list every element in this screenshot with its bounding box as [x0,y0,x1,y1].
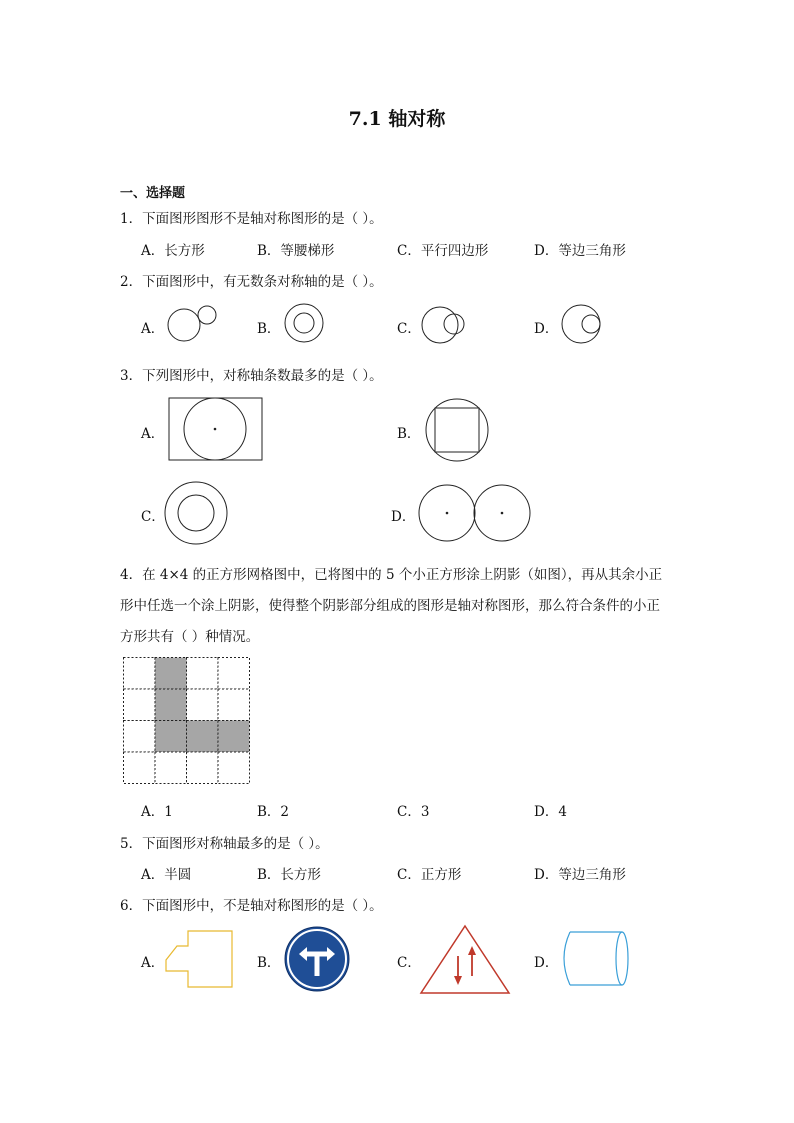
q4-option-d[interactable]: D．4 [534,804,567,820]
section-heading: 一、选择题 [120,186,186,201]
q4-option-a[interactable]: A．1 [141,804,173,820]
q5-option-b[interactable]: B．长方形 [257,867,321,883]
q6-c-warning-triangle-figure [421,926,509,993]
q2-option-c-label[interactable]: C． [397,321,421,337]
question-1-text: 1．下面图形图形不是轴对称图形的是（ ）。 [120,211,383,227]
question-3-text: 3．下列图形中，对称轴条数最多的是（ ）。 [120,368,383,384]
page-title: 7.1 轴对称 [348,108,446,130]
q6-option-c-label[interactable]: C． [397,955,421,971]
q4-option-b[interactable]: B．2 [257,804,290,820]
q6-option-a-label[interactable]: A． [141,955,165,971]
question-4-line-1: 4．在 4×4 的正方形网格图中，已将图中的 5 个小正方形涂上阴影（如图），再从其余小正 [120,567,663,583]
q4-option-c[interactable]: C．3 [397,804,430,820]
q6-option-d-label[interactable]: D． [534,955,559,971]
question-4-line-2: 形中任选一个涂上阴影，使得整个阴影部分组成的图形是轴对称图形，那么符合条件的小正 [120,598,660,614]
q1-option-b[interactable]: B．等腰梯形 [257,243,335,259]
q1-option-c[interactable]: C．平行四边形 [397,243,489,259]
question-4-line-3: 方形共有（ ）种情况。 [120,629,260,645]
q5-option-c[interactable]: C．正方形 [397,867,462,883]
q6-a-arrow-shape-figure [166,931,232,987]
question-2-text: 2．下面图形中，有无数条对称轴的是（ ）。 [120,274,383,290]
q3-option-d-label[interactable]: D． [391,509,416,525]
q5-option-d[interactable]: D．等边三角形 [534,867,626,883]
question-6-text: 6．下面图形中，不是轴对称图形的是（ ）。 [120,898,383,914]
q6-d-cylinder-figure [564,932,628,985]
q1-option-a[interactable]: A．长方形 [141,243,205,259]
q3-option-a-label[interactable]: A． [141,426,165,442]
q5-option-a[interactable]: A．半圆 [141,867,192,883]
q2-option-b-label[interactable]: B． [257,321,281,337]
q3-option-b-label[interactable]: B． [397,426,421,442]
q2-option-a-label[interactable]: A． [141,321,165,337]
q6-b-traffic-sign-figure [285,927,349,991]
q1-option-d[interactable]: D．等边三角形 [534,243,626,259]
q6-option-b-label[interactable]: B． [257,955,281,971]
question-5-text: 5．下面图形对称轴最多的是（ ）。 [120,836,329,852]
q3-option-c-label[interactable]: C． [141,509,165,525]
q2-option-d-label[interactable]: D． [534,321,559,337]
